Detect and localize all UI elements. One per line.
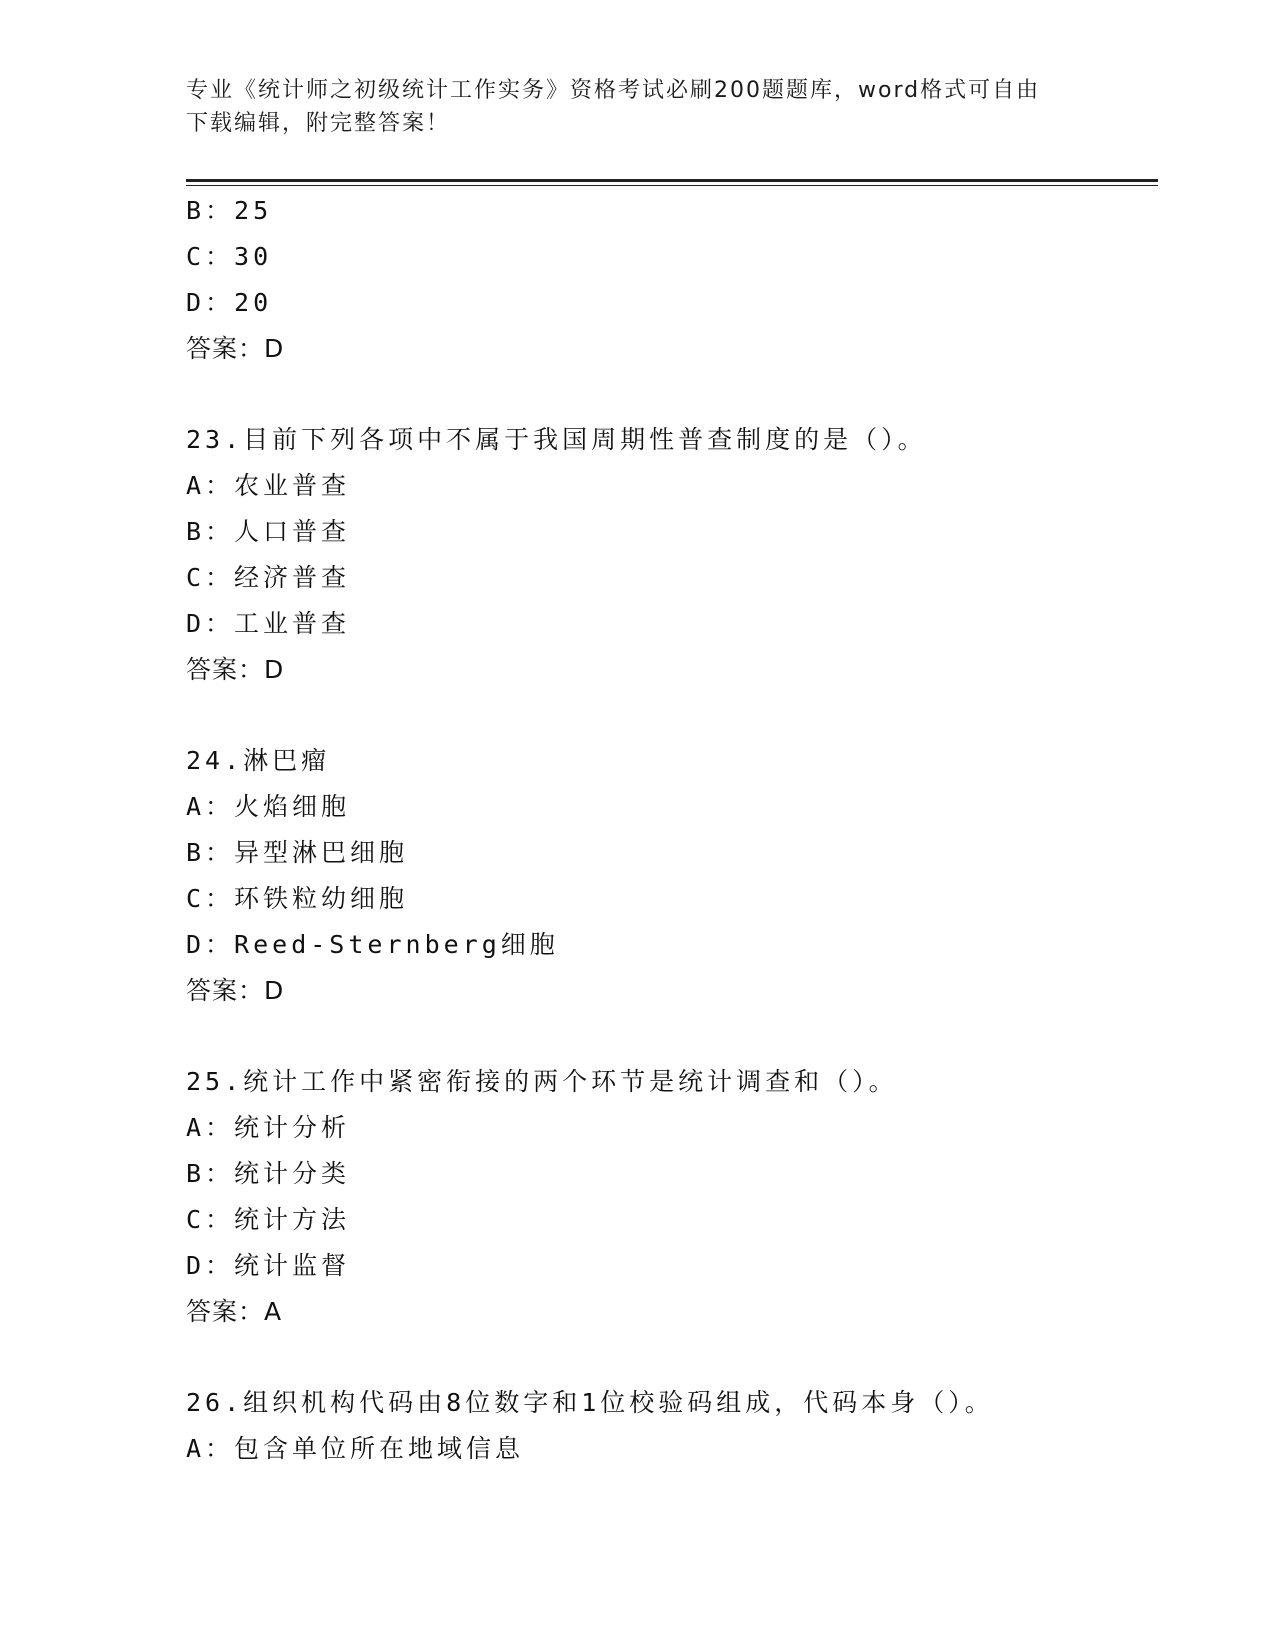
question-title: 26.组织机构代码由8位数字和1位校验码组成，代码本身（）。 — [186, 1388, 994, 1417]
answer-line: 答案：D — [186, 334, 285, 363]
header-line-1: 专业《统计师之初级统计工作实务》资格考试必刷200题题库，word格式可自由 — [186, 78, 1041, 103]
document-header — [186, 74, 1086, 140]
question-title: 24.淋巴瘤 — [186, 746, 331, 775]
answer-line: 答案：A — [186, 1297, 283, 1326]
header-divider-thick — [186, 179, 1158, 182]
header-divider-thin — [186, 185, 1158, 186]
option-d: D：20 — [186, 288, 273, 317]
option-b: B：人口普查 — [186, 517, 351, 546]
answer-line: 答案：D — [186, 655, 285, 684]
option-b: B：异型淋巴细胞 — [186, 838, 409, 867]
option-c: C：环铁粒幼细胞 — [186, 884, 409, 913]
option-a: A：火焰细胞 — [186, 792, 351, 821]
option-c: C：经济普查 — [186, 563, 351, 592]
option-d: D：工业普查 — [186, 609, 351, 638]
option-a: A：农业普查 — [186, 471, 351, 500]
question-title: 23.目前下列各项中不属于我国周期性普查制度的是（）。 — [186, 425, 927, 454]
option-d: D：统计监督 — [186, 1251, 351, 1280]
question-23 — [186, 417, 1146, 693]
question-24 — [186, 738, 1146, 1014]
option-a: A：统计分析 — [186, 1113, 351, 1142]
option-d: D：Reed-Sternberg细胞 — [186, 930, 559, 959]
header-line-2: 下载编辑，附完整答案！ — [186, 111, 451, 136]
answer-line: 答案：D — [186, 976, 285, 1005]
option-b: B：25 — [186, 196, 273, 225]
question-content — [186, 188, 1146, 1472]
option-c: C：统计方法 — [186, 1205, 351, 1234]
question-title: 25.统计工作中紧密衔接的两个环节是统计调查和（）。 — [186, 1067, 898, 1096]
option-b: B：统计分类 — [186, 1159, 351, 1188]
question-25 — [186, 1059, 1146, 1335]
option-a: A：包含单位所在地域信息 — [186, 1434, 525, 1463]
previous-question-tail — [186, 188, 1146, 372]
option-c: C：30 — [186, 242, 273, 271]
question-26 — [186, 1380, 1146, 1472]
